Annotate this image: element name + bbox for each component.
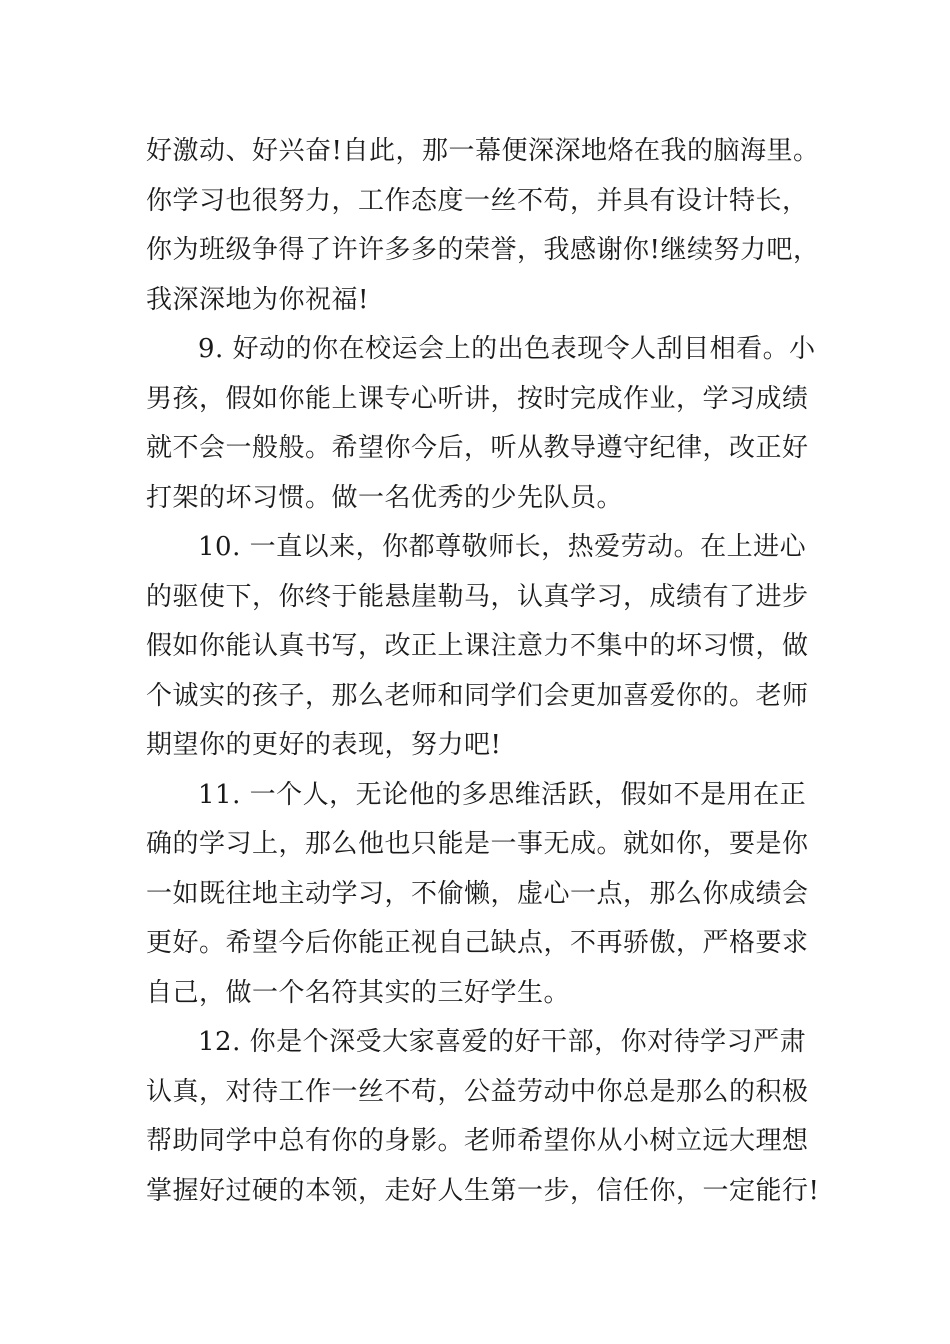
text-line: 期望你的更好的表现，努力吧! bbox=[146, 730, 502, 760]
text-line: 掌握好过硬的本领，走好人生第一步，信任你，一定能行! bbox=[146, 1175, 820, 1206]
paragraph-10-start: 10. 一直以来，你都尊敬师长，热爱劳动。在上进心 bbox=[198, 532, 807, 562]
text-line: 好激动、好兴奋!自此，那一幕便深深地烙在我的脑海里。 bbox=[146, 136, 820, 166]
paragraph-12-start: 12. 你是个深受大家喜爱的好干部，你对待学习严肃 bbox=[198, 1027, 807, 1057]
text-line: 更好。希望今后你能正视自己缺点，不再骄傲，严格要求 bbox=[146, 928, 809, 958]
document-body bbox=[146, 127, 820, 1216]
text-line: 假如你能认真书写，改正上课注意力不集中的坏习惯，做 bbox=[146, 631, 809, 661]
text-line: 男孩，假如你能上课专心听讲，按时完成作业，学习成绩 bbox=[146, 383, 809, 414]
text-line: 的驱使下，你终于能悬崖勒马，认真学习，成绩有了进步 bbox=[146, 581, 809, 612]
text-line: 我深深地为你祝福! bbox=[146, 284, 369, 315]
text-line: 确的学习上，那么他也只能是一事无成。就如你，要是你 bbox=[146, 829, 809, 859]
text-line: 你学习也很努力，工作态度一丝不苟，并具有设计特长， bbox=[146, 185, 809, 216]
text-line: 你为班级争得了许许多多的荣誉，我感谢你!继续努力吧， bbox=[146, 235, 820, 265]
text-line: 个诚实的孩子，那么老师和同学们会更加喜爱你的。老师 bbox=[146, 680, 809, 711]
paragraph-9-start: 9. 好动的你在校运会上的出色表现令人刮目相看。小 bbox=[198, 334, 816, 364]
paragraph-11-start: 11. 一个人，无论他的多思维活跃，假如不是用在正 bbox=[198, 779, 807, 810]
text-line: 一如既往地主动学习，不偷懒，虚心一点，那么你成绩会 bbox=[146, 878, 809, 909]
text-line: 自己，做一个名符其实的三好学生。 bbox=[146, 977, 571, 1008]
text-line: 认真，对待工作一丝不苟，公益劳动中你总是那么的积极 bbox=[146, 1076, 809, 1107]
text-line: 打架的坏习惯。做一名优秀的少先队员。 bbox=[146, 482, 624, 513]
text-line: 帮助同学中总有你的身影。老师希望你从小树立远大理想 bbox=[146, 1126, 809, 1156]
text-line: 就不会一般般。希望你今后，听从教导遵守纪律，改正好 bbox=[146, 433, 809, 463]
